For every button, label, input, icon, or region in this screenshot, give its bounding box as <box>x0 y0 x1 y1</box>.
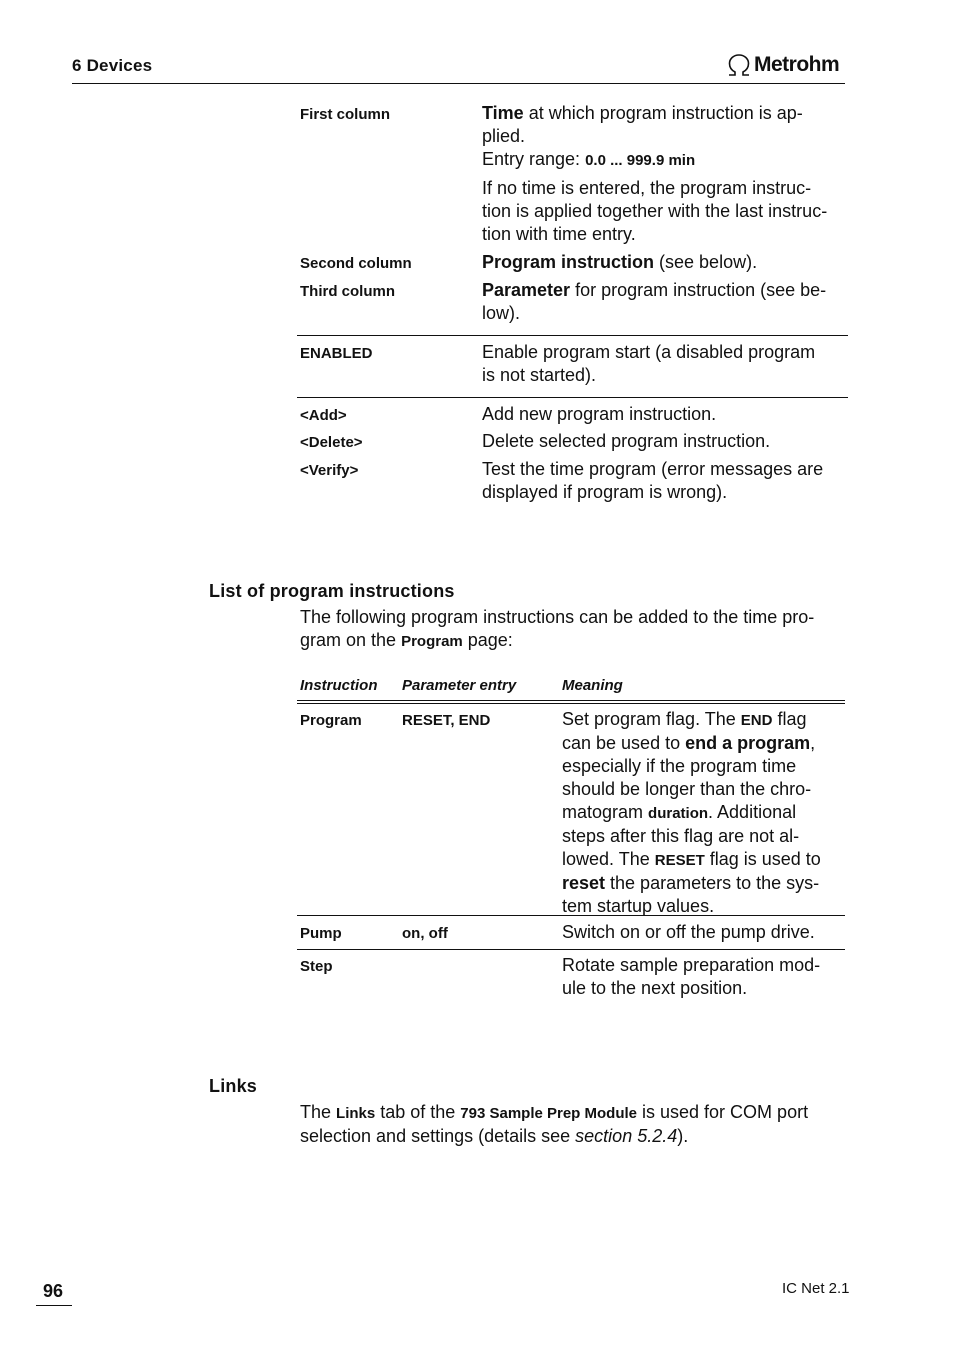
desc-no-time-note: If no time is entered, the program instruc- tion is applied together with the last instruc- tion with time entry. <box>482 178 828 244</box>
table-header-parameter: Parameter entry <box>402 677 517 694</box>
desc-third-column: Parameter for program instruction (see be- low). <box>482 280 827 323</box>
term-add: <Add> <box>300 407 347 424</box>
table-cell-instruction: Step <box>300 958 333 975</box>
table-cell-meaning: Rotate sample preparation mod- ule to the next position. <box>562 955 821 998</box>
section-heading-instructions: List of program instructions <box>209 581 455 601</box>
table-cell-meaning: Set program flag. The END flag can be used to end a program, especially if the program time should be longer than the chro- matogram duration. Additional steps after this flag are not al- lowed. The RESET flag is used to reset the parameters to the sys- tem startup values. <box>562 709 821 916</box>
table-cell-instruction: Pump <box>300 925 342 942</box>
desc-second-column: Program instruction (see below). <box>482 252 758 272</box>
product-name: IC Net 2.1 <box>782 1280 850 1297</box>
table-row-rule <box>297 915 845 916</box>
desc-delete: Delete selected program instruction. <box>482 431 771 451</box>
term-first-column: First column <box>300 106 391 123</box>
table-cell-meaning: Switch on or off the pump drive. <box>562 922 815 942</box>
header-rule <box>72 83 845 84</box>
table-cell-parameter: RESET, END <box>402 712 491 729</box>
desc-add: Add new program instruction. <box>482 404 717 424</box>
brand-name: Metrohm <box>754 53 840 76</box>
section-heading-links: Links <box>209 1076 258 1096</box>
brand-logo <box>726 53 839 77</box>
table-header-rule <box>297 703 845 704</box>
divider <box>297 335 848 336</box>
omega-logo-icon <box>726 53 752 77</box>
page-number: 96 <box>43 1281 64 1301</box>
divider <box>297 397 848 398</box>
desc-first-column: Time at which program instruction is ap- plied. Entry range: 0.0 ... 999.9 min <box>482 103 803 169</box>
instructions-intro: The following program instructions can be added to the time pro- gram on the Program page: <box>300 607 815 650</box>
term-delete: <Delete> <box>300 434 363 451</box>
table-header-rule <box>297 700 845 701</box>
table-cell-instruction: Program <box>300 712 362 729</box>
term-second-column: Second column <box>300 255 412 272</box>
links-body: The Links tab of the 793 Sample Prep Module is used for COM port selection and settings (details see section 5.2.4). <box>300 1102 809 1146</box>
term-third-column: Third column <box>300 283 395 300</box>
term-verify: <Verify> <box>300 462 359 479</box>
term-enabled: ENABLED <box>300 345 373 362</box>
table-row-rule <box>297 949 845 950</box>
desc-verify: Test the time program (error messages are displayed if program is wrong). <box>482 459 824 502</box>
chapter-title: 6 Devices <box>72 56 153 75</box>
desc-enabled: Enable program start (a disabled program is not started). <box>482 342 816 385</box>
table-cell-parameter: on, off <box>402 925 448 942</box>
table-header-instruction: Instruction <box>300 677 378 694</box>
table-header-meaning: Meaning <box>562 677 623 694</box>
